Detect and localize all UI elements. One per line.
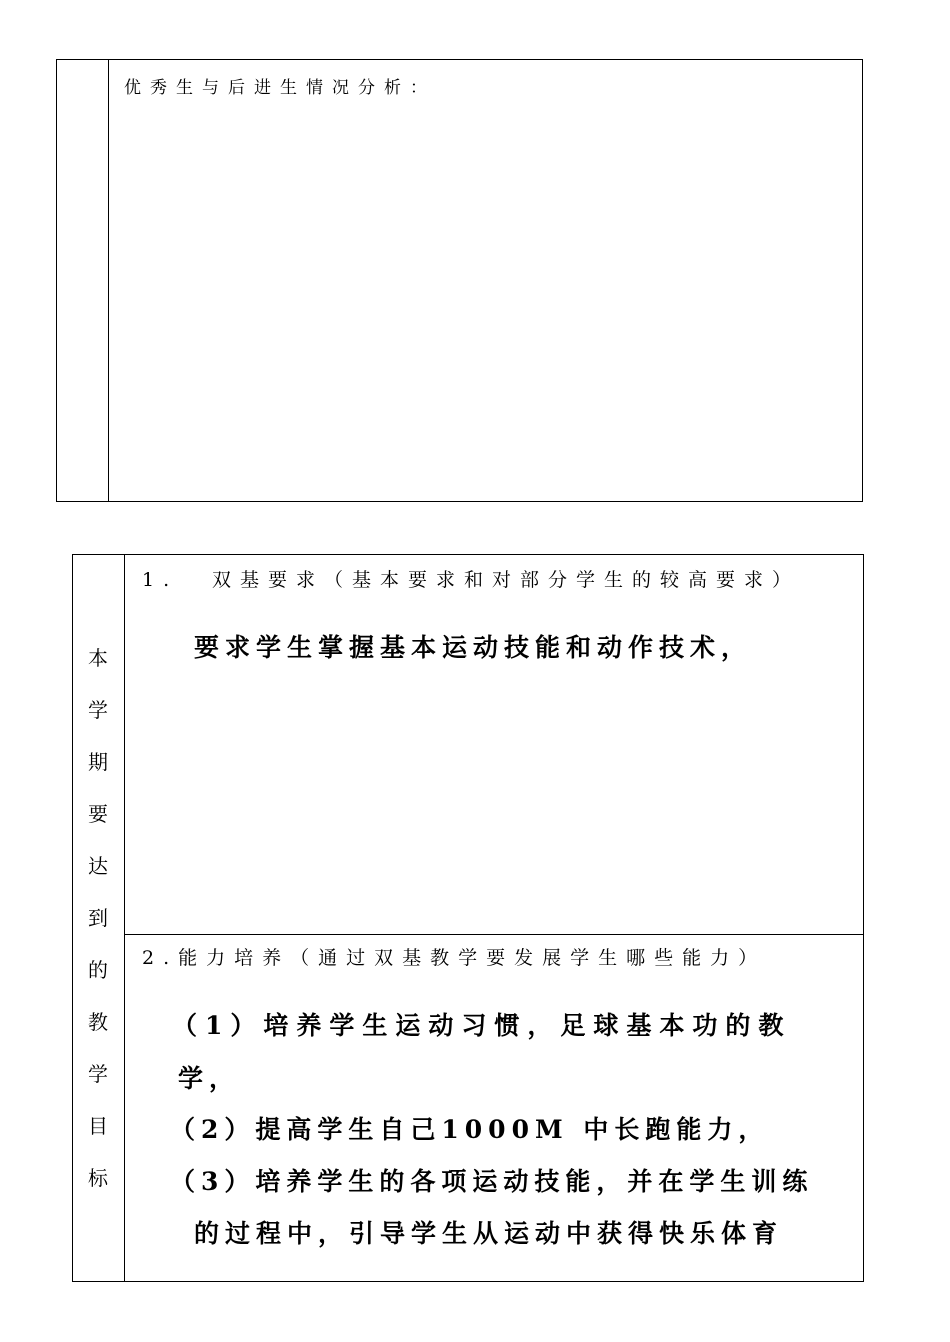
analysis-table (56, 59, 863, 502)
analysis-label: 优秀生与后进生情况分析： (124, 78, 436, 98)
section2-line: （3）培养学生的各项运动技能，并在学生训练 (170, 1167, 814, 1196)
side-char: 学 (88, 1062, 108, 1086)
side-char: 的 (88, 958, 108, 982)
side-char: 期 (88, 750, 108, 774)
section2-line: （2）提高学生自己1000M 中长跑能力， (170, 1115, 770, 1144)
section2-line: 的过程中，引导学生从运动中获得快乐体育 (194, 1219, 784, 1248)
section2-line: （1）培养学生运动习惯，足球基本功的教 (172, 1011, 792, 1040)
side-char: 要 (88, 802, 108, 826)
side-char: 学 (88, 698, 108, 722)
side-char: 教 (88, 1010, 108, 1034)
side-char: 本 (88, 646, 108, 670)
analysis-table-divider (108, 59, 109, 502)
goals-table-divider (124, 554, 125, 1282)
side-char: 目 (88, 1114, 108, 1138)
side-char: 达 (88, 854, 108, 878)
section2-heading: 2.能力培养（通过双基教学要发展学生哪些能力） (142, 947, 767, 969)
section2-line: 学， (178, 1064, 241, 1093)
section1-number: 1. (142, 569, 179, 591)
goals-side-label (72, 640, 124, 1212)
side-char: 到 (88, 906, 108, 930)
section1-content: 要求学生掌握基本运动技能和动作技术， (194, 633, 753, 662)
goals-row-divider (124, 934, 864, 935)
section1-heading: 双基要求（基本要求和对部分学生的较高要求） (212, 569, 801, 591)
side-char: 标 (88, 1166, 108, 1190)
